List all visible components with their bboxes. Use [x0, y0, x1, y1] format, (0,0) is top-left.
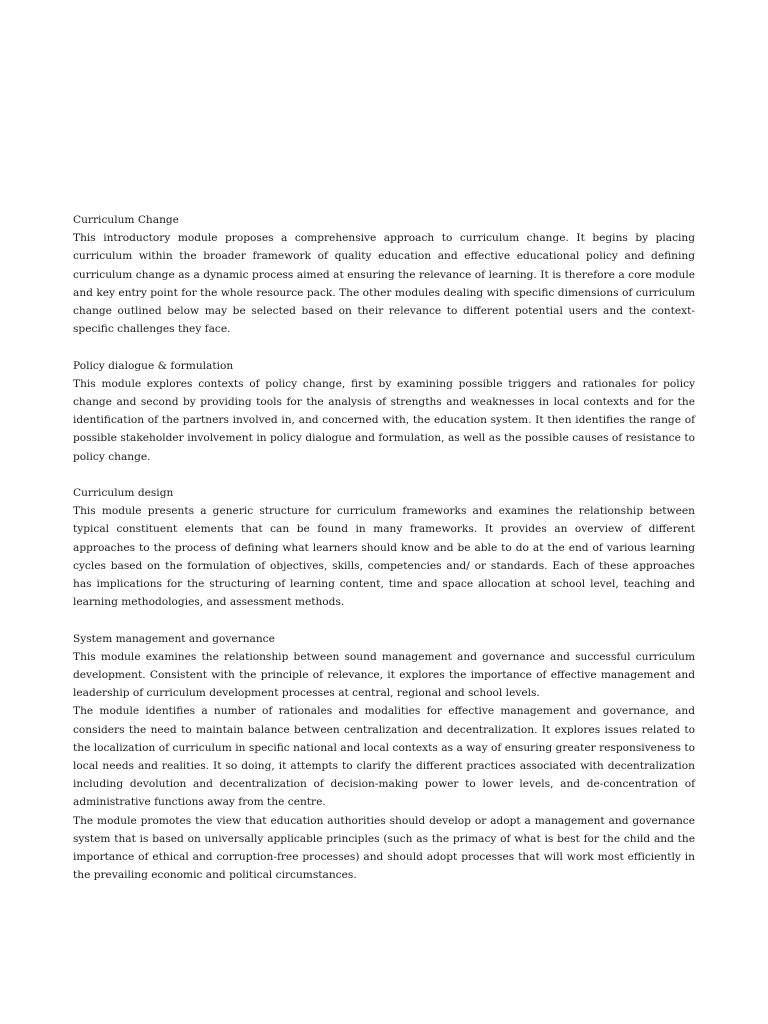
section-paragraph: This module examines the relationship between sound management and governance and successful curriculum development. Consistent with the principle of relevance, it explores the importance of effective management and leadership of curriculum development processes at central, regional and school levels.: [73, 650, 695, 700]
section-paragraph: This module presents a generic structure for curriculum frameworks and examines the relationship between typical constituent elements that can be found in many frameworks. It provides an overview of different approaches to the process of defining what learners should know and be able to do at the end of various learning cycles based on the formulation of objectives, skills, competencies and/ or standards. Each of these approaches has implications for the structuring of learning content, time and space allocation at school level, teaching and learning methodologies, and assessment methods.: [73, 505, 695, 609]
section-paragraph: This introductory module proposes a comprehensive approach to curriculum change. It begins by placing curriculum within the broader framework of quality education and effective educational policy and defining curriculum change as a dynamic process aimed at ensuring the relevance of learning. It is therefore a core module and key entry point for the whole resource pack. The other modules dealing with specific dimensions of curriculum change outlined below may be selected based on their relevance to different potential users and the context- specific challenges they face.: [73, 232, 695, 336]
section-curriculum-design: [73, 484, 695, 611]
section-system-management: [73, 630, 695, 885]
section-heading: Curriculum Change: [73, 214, 179, 226]
section-paragraph: The module promotes the view that education authorities should develop or adopt a management and governance system that is based on universally applicable principles (such as the primacy of what is best for the child and the importance of ethical and corruption-free processes) and should adopt processes that will work most efficiently in the prevailing economic and political circumstances.: [73, 814, 695, 882]
section-policy-dialogue: [73, 357, 695, 466]
section-heading: Policy dialogue & formulation: [73, 359, 234, 372]
section-heading: Curriculum design: [73, 487, 174, 500]
document-body: [73, 211, 695, 903]
section-paragraph: The module identifies a number of rationales and modalities for effective management and governance, and considers the need to maintain balance between centralization and decentralization. It explores issues related to the localization of curriculum in specific national and local contexts as a way of ensuring greater responsiveness to local needs and realities. It so doing, it attempts to clarify the different practices associated with decentralization including devolution and decentralization of decision-making power to lower levels, and de-concentration of administrative functions away from the centre.: [73, 705, 695, 809]
section-heading: System management and governance: [73, 632, 275, 645]
section-curriculum-change: [73, 211, 695, 338]
section-paragraph: This module explores contexts of policy change, first by examining possible triggers and rationales for policy change and second by providing tools for the analysis of strengths and weaknesses in local contexts and for the identification of the partners involved in, and concerned with, the education system. It then identifies the range of possible stakeholder involvement in policy dialogue and formulation, as well as the possible causes of resistance to policy change.: [73, 377, 695, 463]
